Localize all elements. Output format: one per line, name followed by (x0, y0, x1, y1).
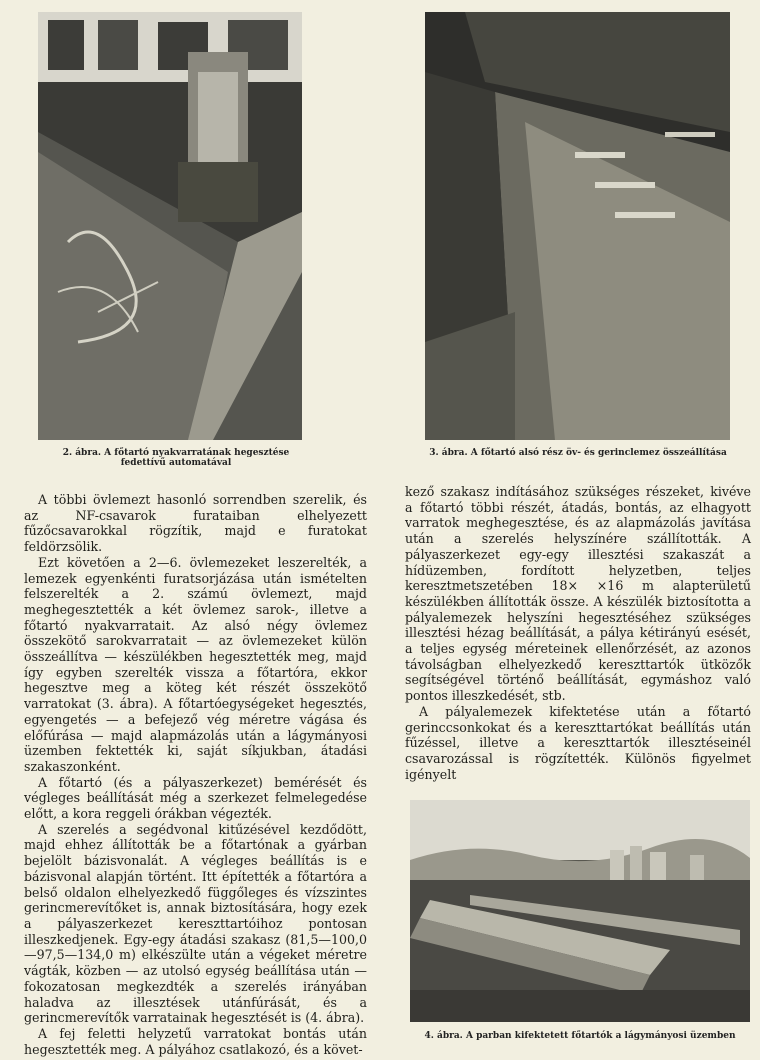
paragraph: A pályalemezek kifektetése után a főtartó gerinccsonkokat és a kereszttartókat beállítás után fűzéssel, illetve a kereszttartók illesztéseinél csavarozással is rögzítették. Különös figyelmet igényelt (405, 703, 751, 782)
figure-4-photo (410, 800, 750, 1022)
paragraph: A szerelés a segédvonal kitűzésével kezdődött, majd ehhez állították be a főtartónak a gyárban bejelölt bázisvonalát. A végleges beállítás is e bázisvonal alapján történt. Itt építették a főtartóra a belső oldalon elhelyezkedő függőleges és vízszintes gerincmerevítőket is, annak biztosítására, hogy ezek a pályaszerkezet kereszttartóihoz pontosan illeszkedjenek. Egy-egy átadási szakasz (81,5—100,0 —97,5—134,0 m) elkészülte után a végeket méretre vágták, közben — az utolsó egység beállítása után — fokozatosan megkezdték a szerelés irányában haladva az illesztések utánfúrását, és a gerincmerevítők varratainak hegesztését is (4. ábra). (24, 821, 367, 1026)
left-column (24, 492, 367, 1057)
figure-4-caption: 4. ábra. A parban kifektetett főtartók a lágymányosi üzemben (424, 1031, 736, 1041)
right-column (405, 484, 751, 782)
figure-3-photo (425, 12, 730, 440)
paragraph: Ezt követően a 2—6. övlemezeket leszerelték, a lemezek egyenkénti furatsorjázása után ismételten felszerelték a 2. számú övlemezt, majd meghegesztették a két övlemez sarok-, illetve a főtartó nyakvarratait. Az alsó négy övlemez összekötő sarokvarratait — az övlemezeket külön összeállítva — készülékben hegesztették meg, majd így egyben szerelték vissza a főtartóra, ekkor hegesztve meg a köteg két részét összekötő varratokat (3. ábra). A főtartóegységeket hegesztés, egyengetés — a befejező vég méretre vágása és előfúrása — majd alapmázolás után a lágymányosi üzemben fektették ki, saját síkjukban, átadási szakaszonként. (24, 554, 367, 774)
paragraph: A többi övlemezt hasonló sorrendben szerelik, és az NF-csavarok furataiban elhelyezett fűzőcsavarokkal rögzítik, majd e furatokat feldörzsölik. (24, 492, 367, 555)
paragraph: A fej feletti helyzetű varratokat bontás után hegesztették meg. A pályához csatlakozó, és a követ- (24, 1025, 367, 1057)
paragraph: kező szakasz indításához szükséges részeket, kivéve a főtartó többi részét, átadás, bontás, az elhagyott varratok meghegesztése, és az alapmázolás javítása után a szerelés helyszínére szállították. A pályaszerkezet egy-egy illesztési szakaszát a hídüzemben, fordított helyzetben, teljes keresztmetszetében 18× ×16 m alapterületű készülékben állították össze. A készülék biztosította a pályalemezek helyszíni hegesztéséhez szükséges illesztési hézag beállítását, a pálya kétirányú esését, a teljes egység méreteinek ellenőrzését, az azonos távolságban elhelyezkedő kereszttartók ütközők segítségével történő beállítását, egymáshoz való pontos illeszkedését, stb. (405, 484, 751, 704)
figure-2-photo (38, 12, 302, 440)
figure-3-caption: 3. ábra. A főtartó alsó rész öv- és gerinclemez összeállítása (429, 448, 727, 458)
figure-2-caption: 2. ábra. A főtartó nyakvarratának hegesztése fedettívű automatával (62, 448, 290, 468)
paragraph: A főtartó (és a pályaszerkezet) bemérését és végleges beállítását még a szerkezet felmelegedése előtt, a kora reggeli órákban végezték. (24, 774, 367, 822)
